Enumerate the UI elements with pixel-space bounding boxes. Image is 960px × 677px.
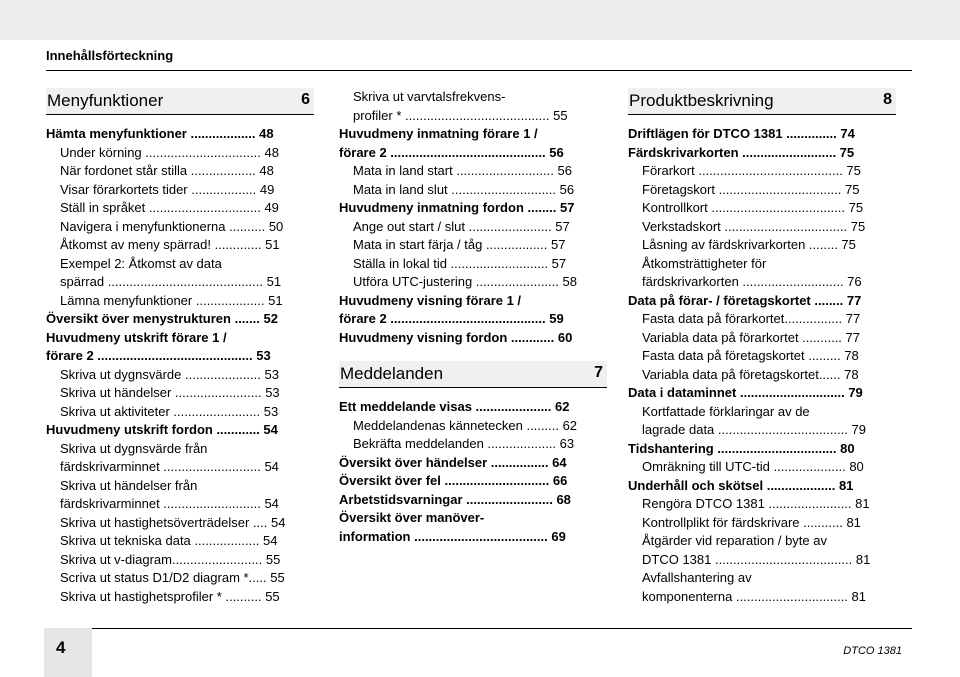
toc-entry-line: Under körning ................................ 48	[60, 144, 279, 160]
toc-entry[interactable]	[46, 310, 314, 329]
toc-entry-line: Översikt över fel ............................. 66	[339, 473, 568, 488]
toc-entry-line: Låsning av färdskrivarkorten ........ 75	[642, 237, 856, 252]
toc-entry-line: färdskrivarminnet ........................... 54	[60, 496, 279, 511]
toc-entry-line: Skriva ut händelser från	[60, 477, 198, 493]
toc-entry-line: Kontrollplikt för färdskrivare ........... 81	[642, 514, 861, 530]
footer-page-number: 4	[56, 638, 66, 657]
toc-entry[interactable]	[339, 472, 607, 491]
toc-entry-line: Ställa in lokal tid ........................... 57	[353, 255, 567, 271]
footer-rule	[44, 628, 912, 629]
toc-entry[interactable]	[628, 144, 896, 163]
toc-entry-line: Skriva ut hastighetsprofiler * .......... 55	[60, 588, 280, 604]
toc-entry-line: Företagskort .................................. 75	[642, 181, 860, 197]
toc-entry[interactable]	[628, 440, 896, 459]
toc-entry-line: Översikt över händelser ................ 64	[339, 454, 567, 470]
toc-entry-line: Skriva ut hastighetsöverträdelser .... 54	[60, 514, 286, 530]
toc-entry-line: Kontrollkort ..................................... 75	[642, 200, 864, 215]
toc-entry[interactable]	[628, 218, 896, 237]
toc-list	[339, 398, 607, 546]
toc-entry[interactable]	[628, 458, 896, 477]
toc-entry-line: Arbetstidsvarningar ........................ 68	[339, 491, 571, 507]
toc-entry-line: Meddelandenas kännetecken ......... 62	[353, 417, 578, 433]
toc-entry-line: Ange out start / slut ....................... 57	[353, 218, 570, 234]
toc-entry[interactable]	[339, 292, 607, 329]
toc-entry[interactable]	[339, 88, 607, 125]
toc-entry-line: Skriva ut tekniska data .................. 54	[60, 533, 278, 548]
toc-entry-line: Skriva ut varvtalsfrekvens-	[353, 89, 506, 104]
toc-entry[interactable]	[628, 532, 896, 569]
toc-entry-line: Skriva ut dygnsvärde ..................... 53	[60, 366, 279, 382]
toc-entry-line: förare 2 ........................................... 56	[339, 144, 564, 160]
toc-entry-line: Visar förarkortets tider .................. 49	[60, 181, 275, 197]
toc-entry[interactable]	[339, 255, 607, 274]
toc-entry[interactable]	[339, 435, 607, 454]
toc-entry-line: Översikt över menystrukturen ....... 52	[46, 311, 278, 326]
toc-entry-line: Utföra UTC-justering ....................... 58	[353, 274, 577, 289]
section-number: 6	[301, 91, 310, 108]
toc-entry-line: Fasta data på företagskortet ......... 78	[642, 348, 859, 363]
toc-entry-line: Bekräfta meddelanden ................... 63	[353, 436, 575, 451]
toc-entry[interactable]	[46, 384, 314, 403]
toc-entry[interactable]	[628, 292, 896, 311]
toc-entry-line: Skriva ut dygnsvärde från	[60, 440, 208, 456]
toc-entry[interactable]	[628, 125, 896, 144]
toc-entry[interactable]	[46, 162, 314, 181]
toc-entry[interactable]	[46, 569, 314, 588]
toc-entry-line: Mata in land start ........................... 56	[353, 163, 572, 178]
toc-entry-line: Huvudmeny inmatning fordon ........ 57	[339, 200, 575, 215]
toc-entry[interactable]	[339, 162, 607, 181]
toc-entry[interactable]	[46, 199, 314, 218]
section-header-meddelanden	[339, 361, 607, 388]
toc-entry-line: Avfallshantering av	[642, 570, 752, 585]
toc-entry-line: Driftlägen för DTCO 1381 .............. 74	[628, 126, 855, 141]
toc-entry[interactable]	[46, 440, 314, 477]
toc-entry[interactable]	[339, 236, 607, 255]
top-band	[0, 0, 960, 40]
toc-entry-line: Lämna menyfunktioner ................... 51	[60, 292, 283, 308]
toc-entry[interactable]	[628, 181, 896, 200]
toc-column-3	[628, 88, 896, 606]
toc-column-1	[46, 88, 314, 606]
toc-entry-line: Skriva ut händelser ........................ 53	[60, 385, 280, 400]
toc-entry[interactable]	[628, 495, 896, 514]
toc-entry-line: information ..................................... 69	[339, 528, 566, 544]
toc-entry[interactable]	[46, 403, 314, 422]
section-title: Menyfunktioner	[47, 91, 164, 110]
toc-entry[interactable]	[339, 454, 607, 473]
toc-entry[interactable]	[46, 329, 314, 366]
toc-list	[339, 88, 607, 347]
toc-entry-line: Mata in start färja / tåg ................. 57	[353, 237, 566, 252]
toc-entry[interactable]	[628, 366, 896, 385]
toc-entry[interactable]	[339, 199, 607, 218]
toc-entry[interactable]	[339, 218, 607, 237]
toc-entry-line: Mata in land slut ............................. 56	[353, 181, 575, 197]
toc-entry-line: Huvudmeny utskrift förare 1 /	[46, 329, 227, 345]
toc-entry-line: förare 2 ........................................... 53	[46, 348, 271, 363]
toc-entry[interactable]	[628, 514, 896, 533]
header-rule	[46, 70, 912, 71]
toc-entry-line: Scriva ut status D1/D2 diagram *..... 55	[60, 570, 285, 585]
toc-list	[628, 125, 896, 606]
toc-entry[interactable]	[46, 125, 314, 144]
section-header-menyfunktioner	[46, 88, 314, 115]
toc-entry[interactable]	[628, 403, 896, 440]
footer-page-box	[44, 628, 92, 677]
toc-entry-line: När fordonet står stilla .................. 48	[60, 163, 274, 178]
toc-entry-line: Ett meddelande visas ..................... 62	[339, 399, 570, 414]
toc-entry-line: komponenterna ............................... 81	[642, 588, 866, 604]
toc-entry-line: Åtkomst av meny spärrad! ............. 51	[60, 237, 280, 252]
toc-entry-line: Data på förar- / företagskortet ........ 77	[628, 292, 862, 308]
toc-entry[interactable]	[46, 181, 314, 200]
toc-entry-line: Ställ in språket ............................... 49	[60, 200, 279, 215]
toc-entry-line: spärrad ........................................... 51	[60, 274, 282, 289]
toc-entry-line: Skriva ut v-diagram......................... 55	[60, 551, 281, 567]
toc-entry-line: förare 2 ........................................... 59	[339, 311, 564, 326]
toc-entry[interactable]	[339, 491, 607, 510]
section-number: 7	[594, 364, 603, 381]
toc-entry-line: Kortfattade förklaringar av de	[642, 403, 810, 419]
toc-entry[interactable]	[628, 569, 896, 606]
toc-entry[interactable]	[628, 384, 896, 403]
toc-entry[interactable]	[628, 255, 896, 292]
section-number: 8	[883, 91, 892, 108]
toc-entry[interactable]	[628, 162, 896, 181]
toc-list	[46, 125, 314, 606]
toc-entry[interactable]	[46, 551, 314, 570]
toc-entry[interactable]	[628, 310, 896, 329]
toc-entry-line: Omräkning till UTC-tid .................... 80	[642, 459, 864, 474]
toc-entry-line: lagrade data .................................... 79	[642, 422, 866, 437]
toc-entry[interactable]	[628, 199, 896, 218]
toc-entry[interactable]	[46, 421, 314, 440]
toc-entry-line: Underhåll och skötsel ................... 81	[628, 477, 854, 493]
toc-entry-line: Huvudmeny utskrift fordon ............ 54	[46, 422, 278, 437]
toc-entry-line: Verkstadskort .................................. 75	[642, 218, 866, 234]
toc-entry-line: Exempel 2: Åtkomst av data	[60, 255, 222, 271]
toc-entry[interactable]	[628, 236, 896, 255]
toc-entry-line: Översikt över manöver-	[339, 510, 485, 525]
toc-entry[interactable]	[46, 532, 314, 551]
toc-entry-line: Huvudmeny inmatning förare 1 /	[339, 126, 538, 141]
toc-entry[interactable]	[46, 218, 314, 237]
toc-entry-line: Rengöra DTCO 1381 ....................... 81	[642, 496, 870, 511]
toc-entry[interactable]	[339, 273, 607, 292]
toc-entry[interactable]	[339, 329, 607, 348]
toc-entry-line: Fasta data på förarkortet................ 77	[642, 311, 861, 326]
toc-entry[interactable]	[46, 477, 314, 514]
section-title: Meddelanden	[340, 364, 444, 383]
toc-entry[interactable]	[339, 398, 607, 417]
toc-entry[interactable]	[46, 292, 314, 311]
toc-entry[interactable]	[628, 477, 896, 496]
toc-entry[interactable]	[46, 144, 314, 163]
toc-entry[interactable]	[339, 509, 607, 546]
toc-entry[interactable]	[339, 125, 607, 162]
toc-entry[interactable]	[628, 347, 896, 366]
toc-entry-line: Navigera i menyfunktionerna .......... 50	[60, 218, 284, 234]
toc-entry-line: DTCO 1381 ...................................... 81	[642, 551, 871, 567]
toc-entry-line: Förarkort ........................................ 75	[642, 163, 861, 178]
toc-entry-line: Åtgärder vid reparation / byte av	[642, 533, 827, 548]
toc-entry[interactable]	[46, 255, 314, 292]
toc-entry-line: färdskrivarminnet ........................... 54	[60, 459, 279, 474]
toc-entry[interactable]	[46, 366, 314, 385]
toc-entry-line: Variabla data på företagskortet...... 78	[642, 366, 859, 382]
toc-entry-line: Hämta menyfunktioner .................. 48	[46, 126, 274, 141]
toc-column-2	[339, 88, 607, 546]
toc-entry-line: Åtkomsträttigheter för	[642, 255, 767, 271]
toc-entry-line: profiler * ........................................ 55	[353, 107, 568, 123]
page-heading: Innehållsförteckning	[46, 48, 174, 63]
toc-entry[interactable]	[46, 514, 314, 533]
toc-entry-line: Variabla data på förarkortet ........... 77	[642, 329, 860, 345]
toc-entry-line: Tidshantering ................................. 80	[628, 440, 855, 456]
toc-entry[interactable]	[339, 181, 607, 200]
section-title: Produktbeskrivning	[629, 91, 774, 110]
toc-entry[interactable]	[339, 417, 607, 436]
section-header-produktbeskrivning	[628, 88, 896, 115]
toc-entry-line: Skriva ut aktiviteter ........................ 53	[60, 403, 279, 419]
toc-entry-line: Data i dataminnet ............................. 79	[628, 385, 863, 400]
toc-entry[interactable]	[46, 236, 314, 255]
toc-entry-line: Huvudmeny visning förare 1 /	[339, 292, 522, 308]
toc-entry[interactable]	[628, 329, 896, 348]
toc-entry-line: Huvudmeny visning fordon ............ 60	[339, 329, 573, 345]
footer-document-label: DTCO 1381	[843, 645, 902, 657]
toc-entry[interactable]	[46, 588, 314, 607]
toc-entry-line: färdskrivarkorten ............................ 76	[642, 274, 862, 289]
toc-entry-line: Färdskrivarkorten .......................... 75	[628, 144, 855, 160]
